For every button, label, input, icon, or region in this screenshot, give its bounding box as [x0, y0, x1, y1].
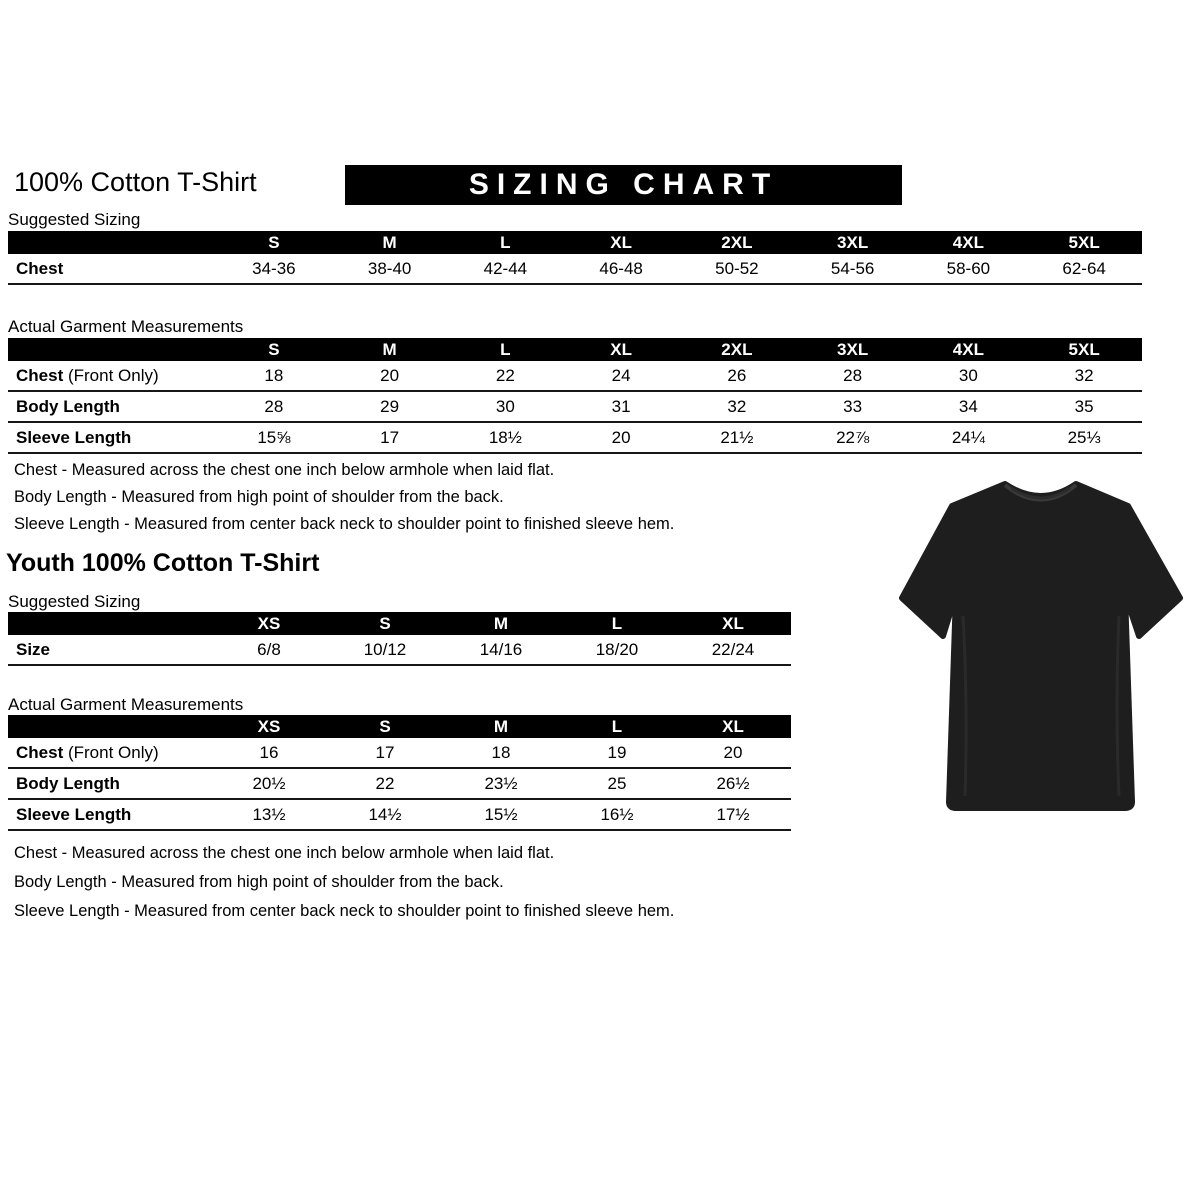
size-column-header: S — [268, 232, 280, 252]
measurement-value: 26 — [727, 365, 747, 385]
measurement-value: 32 — [1074, 365, 1094, 385]
tshirt-image — [893, 476, 1188, 824]
measurement-value: 17 — [375, 742, 395, 762]
measurement-value: 20 — [723, 742, 743, 762]
measurement-value: 6/8 — [257, 639, 281, 659]
measurement-value: 15½ — [484, 804, 518, 824]
measurement-value: 31 — [611, 396, 631, 416]
adult-actual-measurements-label: Actual Garment Measurements — [8, 317, 244, 336]
adult-suggested-sizing-table — [8, 231, 1142, 285]
youth-section-title: Youth 100% Cotton T-Shirt — [6, 549, 320, 577]
size-column-header: L — [611, 613, 623, 633]
measurement-value: 18 — [264, 365, 284, 385]
size-column-header: M — [382, 232, 397, 252]
measurement-value: 18 — [491, 742, 511, 762]
row-label: Sleeve Length — [16, 427, 132, 447]
size-column-header: XL — [610, 339, 632, 359]
size-column-header: XL — [610, 232, 632, 252]
measurement-value: 22⅞ — [836, 427, 870, 447]
measurement-value: 14/16 — [479, 639, 523, 659]
measurement-value: 30 — [958, 365, 978, 385]
youth-actual-measurements-table — [8, 715, 791, 831]
size-column-header: M — [493, 716, 509, 736]
measurement-value: 54-56 — [830, 258, 875, 278]
measurement-note: Body Length - Measured from high point of shoulder from the back. — [14, 488, 504, 506]
measurement-value: 19 — [607, 742, 627, 762]
measurement-value: 22 — [495, 365, 515, 385]
measurement-value: 62-64 — [1062, 258, 1106, 278]
measurement-value: 25 — [607, 773, 627, 793]
size-column-header: XL — [722, 716, 744, 736]
measurement-value: 16½ — [600, 804, 634, 824]
measurement-value: 34 — [958, 396, 978, 416]
measurement-value: 18/20 — [595, 639, 639, 659]
youth-suggested-sizing-label: Suggested Sizing — [8, 592, 141, 611]
adult-measurement-notes — [14, 461, 874, 542]
size-column-header: 5XL — [1068, 339, 1100, 359]
youth-suggested-sizing-table — [8, 612, 791, 666]
adult-suggested-sizing-label: Suggested Sizing — [8, 210, 141, 229]
measurement-value: 29 — [380, 396, 400, 416]
measurement-value: 50-52 — [715, 258, 759, 278]
measurement-row — [8, 361, 1142, 392]
size-column-header: XS — [257, 716, 281, 736]
measurement-note: Chest - Measured across the chest one inch below armhole when laid flat. — [14, 461, 555, 479]
measurement-value: 20 — [380, 365, 400, 385]
youth-actual-measurements-label: Actual Garment Measurements — [8, 695, 244, 714]
measurement-note: Body Length - Measured from high point of shoulder from the back. — [14, 873, 504, 891]
measurement-value: 22/24 — [711, 639, 755, 659]
row-label: Size — [16, 639, 51, 659]
measurement-value: 17½ — [716, 804, 750, 824]
sizing-chart-banner: SIZING CHART — [345, 165, 902, 205]
measurement-value: 42-44 — [483, 258, 528, 278]
row-label: Body Length — [16, 773, 120, 793]
measurement-value: 14½ — [368, 804, 402, 824]
size-column-header: XS — [257, 613, 281, 633]
measurement-value: 13½ — [252, 804, 286, 824]
measurement-value: 30 — [495, 396, 515, 416]
table-header-row — [8, 338, 1142, 361]
row-label: Body Length — [16, 396, 120, 416]
row-label: Sleeve Length — [16, 804, 132, 824]
measurement-value: 33 — [843, 396, 863, 416]
table-header-row — [8, 715, 791, 738]
measurement-value: 32 — [727, 396, 747, 416]
measurement-value: 28 — [264, 396, 284, 416]
measurement-row — [8, 769, 791, 800]
tshirt-silhouette — [893, 476, 1188, 824]
measurement-row — [8, 254, 1142, 285]
measurement-row — [8, 392, 1142, 423]
measurement-value: 21½ — [720, 427, 754, 447]
size-column-header: S — [268, 339, 280, 359]
measurement-value: 24¼ — [951, 427, 985, 447]
measurement-value: 28 — [843, 365, 863, 385]
adult-actual-measurements-table — [8, 338, 1142, 454]
size-column-header: 2XL — [721, 339, 753, 359]
measurement-note: Sleeve Length - Measured from center back neck to shoulder point to finished sleeve hem. — [14, 902, 675, 920]
measurement-row — [8, 800, 791, 831]
measurement-value: 15⅝ — [257, 427, 291, 447]
measurement-value: 10/12 — [363, 639, 407, 659]
row-label: Chest — [16, 258, 64, 278]
measurement-value: 25⅓ — [1067, 427, 1101, 447]
size-column-header: 3XL — [837, 232, 869, 252]
measurement-value: 24 — [611, 365, 631, 385]
row-label: Chest (Front Only) — [16, 742, 159, 762]
measurement-value: 34-36 — [252, 258, 296, 278]
measurement-value: 20½ — [252, 773, 286, 793]
size-column-header: L — [611, 716, 623, 736]
measurement-value: 20 — [611, 427, 631, 447]
size-column-header: 4XL — [952, 339, 984, 359]
measurement-value: 26½ — [716, 773, 750, 793]
size-column-header: M — [382, 339, 397, 359]
measurement-value: 38-40 — [367, 258, 412, 278]
size-column-header: 2XL — [721, 232, 753, 252]
table-header-row — [8, 612, 791, 635]
measurement-row — [8, 738, 791, 769]
measurement-row — [8, 423, 1142, 454]
measurement-value: 16 — [259, 742, 279, 762]
size-column-header: M — [493, 613, 509, 633]
measurement-row — [8, 635, 791, 666]
size-column-header: 3XL — [837, 339, 869, 359]
row-label: Chest (Front Only) — [16, 365, 159, 385]
measurement-value: 18½ — [488, 427, 522, 447]
measurement-value: 22 — [375, 773, 395, 793]
measurement-note: Sleeve Length - Measured from center back neck to shoulder point to finished sleeve hem. — [14, 515, 675, 533]
size-column-header: L — [500, 232, 511, 252]
size-column-header: L — [500, 339, 511, 359]
table-header-row — [8, 231, 1142, 254]
measurement-value: 23½ — [484, 773, 518, 793]
size-column-header: 5XL — [1068, 232, 1100, 252]
adult-section-title: 100% Cotton T-Shirt — [14, 167, 257, 197]
size-column-header: S — [379, 613, 391, 633]
measurement-value: 58-60 — [946, 258, 991, 278]
size-column-header: S — [379, 716, 391, 736]
size-column-header: 4XL — [952, 232, 984, 252]
measurement-note: Chest - Measured across the chest one inch below armhole when laid flat. — [14, 844, 555, 862]
youth-measurement-notes — [14, 844, 874, 931]
measurement-value: 46-48 — [599, 258, 643, 278]
measurement-value: 35 — [1074, 396, 1094, 416]
measurement-value: 17 — [380, 427, 400, 447]
size-column-header: XL — [722, 613, 744, 633]
